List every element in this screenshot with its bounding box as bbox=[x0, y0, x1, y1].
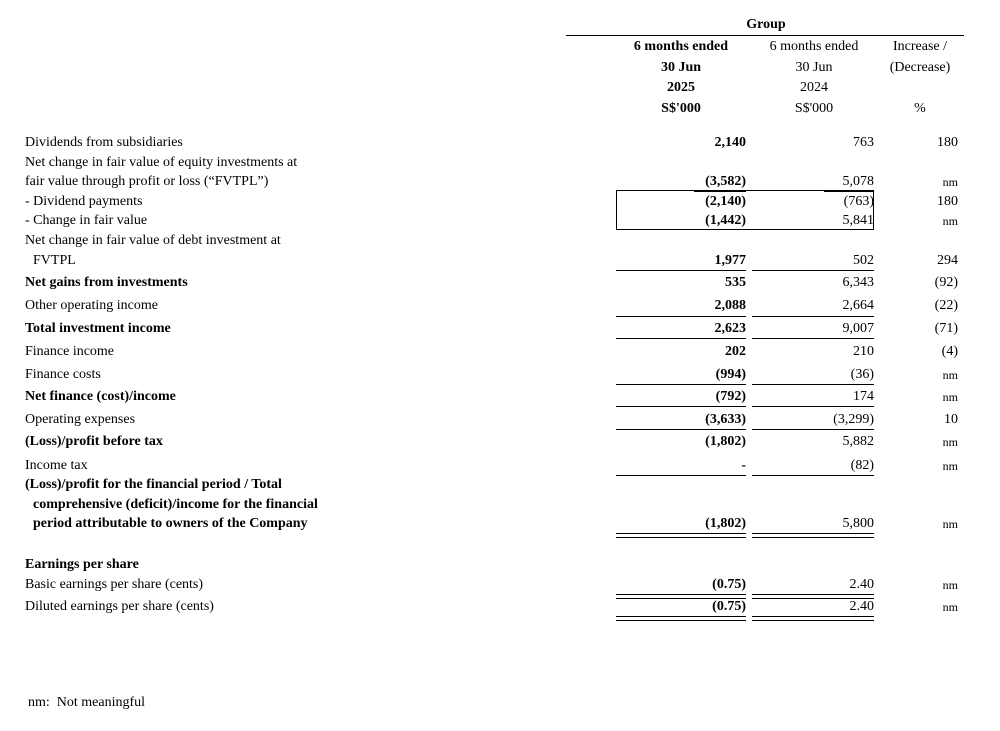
total-2024: 5,800 bbox=[842, 516, 874, 531]
col3-h-line4: % bbox=[914, 100, 926, 116]
row-label-dividends: Dividends from subsidiaries bbox=[25, 135, 183, 150]
rule-tax-col1 bbox=[616, 475, 746, 476]
total-2025: (1,802) bbox=[705, 516, 746, 531]
col3-h-line3 bbox=[878, 78, 962, 99]
row-label-fin-costs: Finance costs bbox=[25, 367, 101, 382]
col1-header bbox=[616, 37, 746, 119]
col2-header bbox=[752, 37, 876, 119]
div-payments-change: 180 bbox=[937, 194, 958, 209]
row-label-div-payments: - Dividend payments bbox=[25, 194, 143, 209]
pbt-change: nm bbox=[942, 435, 958, 449]
row-label-tax: Income tax bbox=[25, 458, 88, 473]
total-inv-2024: 9,007 bbox=[842, 321, 874, 336]
rule-totinv-col1 bbox=[616, 338, 746, 339]
total-inv-2025: 2,623 bbox=[714, 321, 746, 336]
div-payments-2024: (763) bbox=[843, 194, 874, 209]
total-change: nm bbox=[942, 517, 958, 531]
footnote: nm: Not meaningful bbox=[28, 695, 146, 710]
row-label-total-3: period attributable to owners of the Company bbox=[33, 516, 308, 531]
group-heading: Group bbox=[746, 17, 786, 32]
col2-h-line3: 2024 bbox=[800, 80, 828, 95]
debt-change: 294 bbox=[937, 253, 958, 268]
col1-h-line4: S$'000 bbox=[661, 100, 701, 116]
rule-opexp-col2 bbox=[752, 429, 874, 430]
other-income-2024: 2,664 bbox=[842, 298, 874, 313]
basic-eps-2024: 2.40 bbox=[849, 577, 874, 592]
dividends-2024: 763 bbox=[853, 135, 874, 150]
net-gains-change: (92) bbox=[934, 275, 958, 290]
row-label-net-fin: Net finance (cost)/income bbox=[25, 389, 176, 404]
div-payments-2025: (2,140) bbox=[705, 194, 746, 209]
col1-h-line2: 30 Jun bbox=[660, 59, 702, 75]
col2-h-line2: 30 Jun bbox=[795, 59, 833, 75]
row-label-debt-1: Net change in fair value of debt investment at bbox=[25, 233, 281, 248]
basic-eps-change: nm bbox=[942, 578, 958, 592]
rule-debt-col1 bbox=[616, 270, 746, 271]
debt-2024: 502 bbox=[853, 253, 874, 268]
row-label-fvtpl-1: Net change in fair value of equity investments at bbox=[25, 155, 298, 170]
row-label-fvtpl-2: fair value through profit or loss (“FVTPL”) bbox=[25, 174, 269, 189]
change-fv-change: nm bbox=[942, 214, 958, 228]
op-exp-2025: (3,633) bbox=[705, 412, 746, 427]
col2-h-line4: S$'000 bbox=[794, 100, 834, 116]
rule-netfin-col1 bbox=[616, 406, 746, 407]
row-label-basic-eps: Basic earnings per share (cents) bbox=[25, 577, 204, 592]
row-label-pbt: (Loss)/profit before tax bbox=[25, 434, 163, 449]
rule-fincost-col2 bbox=[752, 384, 874, 385]
dbl-rule-diluted-col1 bbox=[616, 616, 746, 621]
rule-other-col1 bbox=[616, 316, 746, 317]
fin-costs-2024: (36) bbox=[850, 367, 874, 382]
col3-h-line2: (Decrease) bbox=[889, 59, 951, 75]
row-label-op-exp: Operating expenses bbox=[25, 412, 136, 427]
fin-costs-2025: (994) bbox=[715, 367, 746, 382]
fvtpl-2025: (3,582) bbox=[705, 174, 746, 189]
row-label-total-inv: Total investment income bbox=[25, 321, 171, 336]
rule-opexp-col1 bbox=[616, 429, 746, 430]
diluted-eps-change: nm bbox=[942, 600, 958, 614]
rule-debt-col2 bbox=[752, 270, 874, 271]
dbl-rule-diluted-col2 bbox=[752, 616, 874, 621]
fin-income-2024: 210 bbox=[853, 344, 874, 359]
col3-h-line1: Increase / bbox=[892, 39, 948, 54]
other-income-2025: 2,088 bbox=[714, 298, 746, 313]
row-label-fin-income: Finance income bbox=[25, 344, 115, 359]
dbl-rule-total-col1 bbox=[616, 533, 746, 538]
fvtpl-2024: 5,078 bbox=[842, 174, 874, 189]
diluted-eps-2025: (0.75) bbox=[712, 599, 746, 614]
col1-h-line3: 2025 bbox=[667, 80, 695, 95]
op-exp-change: 10 bbox=[944, 412, 958, 427]
net-fin-2025: (792) bbox=[715, 389, 746, 404]
diluted-eps-2024: 2.40 bbox=[849, 599, 874, 614]
rule-fincost-col1 bbox=[616, 384, 746, 385]
basic-eps-2025: (0.75) bbox=[712, 577, 746, 592]
fin-income-2025: 202 bbox=[725, 344, 746, 359]
other-income-change: (22) bbox=[934, 298, 958, 313]
row-label-diluted-eps: Diluted earnings per share (cents) bbox=[25, 599, 214, 614]
col3-header bbox=[878, 37, 962, 119]
op-exp-2024: (3,299) bbox=[833, 412, 874, 427]
net-fin-2024: 174 bbox=[853, 389, 874, 404]
col2-h-line1: 6 months ended bbox=[769, 39, 859, 54]
change-fv-2025: (1,442) bbox=[705, 213, 746, 228]
row-label-total-2: comprehensive (deficit)/income for the financial bbox=[33, 497, 318, 512]
net-gains-2025: 535 bbox=[725, 275, 746, 290]
row-label-change-fv: - Change in fair value bbox=[25, 213, 148, 228]
rule-netfin-col2 bbox=[752, 406, 874, 407]
pbt-2025: (1,802) bbox=[705, 434, 746, 449]
eps-heading: Earnings per share bbox=[25, 557, 139, 572]
row-label-total-1: (Loss)/profit for the financial period / Total bbox=[25, 477, 282, 492]
tax-2024: (82) bbox=[850, 458, 874, 473]
total-inv-change: (71) bbox=[934, 321, 958, 336]
debt-2025: 1,977 bbox=[714, 253, 746, 268]
rule-totinv-col2 bbox=[752, 338, 874, 339]
tax-change: nm bbox=[942, 459, 958, 473]
tax-2025: - bbox=[741, 458, 746, 473]
dbl-rule-total-col2 bbox=[752, 533, 874, 538]
fin-costs-change: nm bbox=[942, 368, 958, 382]
fin-income-change: (4) bbox=[941, 344, 958, 359]
row-label-net-gains: Net gains from investments bbox=[25, 275, 188, 290]
col1-h-line1: 6 months ended bbox=[633, 39, 729, 54]
net-gains-2024: 6,343 bbox=[842, 275, 874, 290]
row-label-debt-2: FVTPL bbox=[33, 253, 76, 268]
rule-tax-col2 bbox=[752, 475, 874, 476]
row-label-other-income: Other operating income bbox=[25, 298, 158, 313]
pbt-2024: 5,882 bbox=[842, 434, 874, 449]
net-fin-change: nm bbox=[942, 390, 958, 404]
fvtpl-change: nm bbox=[942, 175, 958, 189]
rule-other-col2 bbox=[752, 316, 874, 317]
change-fv-2024: 5,841 bbox=[842, 213, 874, 228]
dividends-change: 180 bbox=[937, 135, 958, 150]
dividends-2025: 2,140 bbox=[714, 135, 746, 150]
group-rule bbox=[566, 35, 964, 36]
